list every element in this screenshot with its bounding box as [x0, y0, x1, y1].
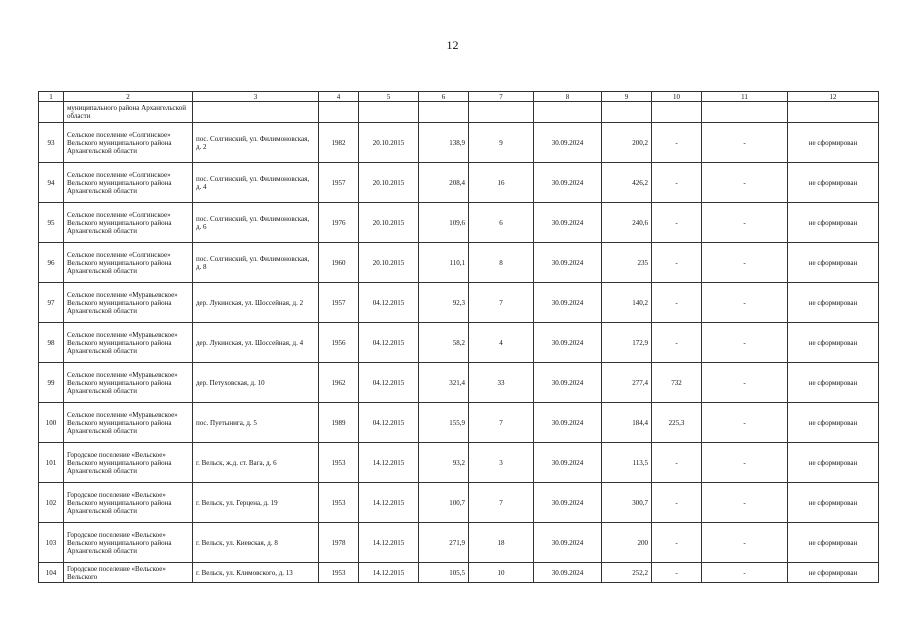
- cell-status: не сформирован: [788, 403, 879, 443]
- cell-deadline: 30.09.2024: [534, 443, 602, 483]
- table-row: [39, 243, 879, 283]
- cell-residents: 6: [469, 203, 534, 243]
- cell-status: не сформирован: [788, 523, 879, 563]
- cell-year: 1989: [319, 403, 359, 443]
- cell-status: не сформирован: [788, 483, 879, 523]
- cell-settlement: Сельское поселение «Муравьевское» Вельского муниципального района Архангельской области: [64, 323, 193, 363]
- cell-col11: -: [702, 523, 788, 563]
- cell-status: не сформирован: [788, 123, 879, 163]
- cell-col10: -: [652, 523, 702, 563]
- cell-date: 20.10.2015: [359, 203, 419, 243]
- cell-year: 1953: [319, 443, 359, 483]
- table-row: [39, 283, 879, 323]
- cell-status: не сформирован: [788, 443, 879, 483]
- cell-status: не сформирован: [788, 563, 879, 583]
- column-header: 11: [702, 92, 788, 102]
- cell-address: г. Вельск, ул. Герцена, д. 19: [193, 483, 319, 523]
- column-header: 5: [359, 92, 419, 102]
- cell-col9: 426,2: [602, 163, 652, 203]
- cell-area: 208,4: [419, 163, 469, 203]
- cell-deadline: 30.09.2024: [534, 163, 602, 203]
- cell-number: 94: [39, 163, 64, 203]
- cell-year: 1957: [319, 163, 359, 203]
- table-row: [39, 563, 879, 583]
- cell-residents: 33: [469, 363, 534, 403]
- cell-area: 105,5: [419, 563, 469, 583]
- cell-residents: 9: [469, 123, 534, 163]
- cell-address: дер. Лукинская, ул. Шоссейная, д. 4: [193, 323, 319, 363]
- cell-address: г. Вельск, ж.д. ст. Вага, д. 6: [193, 443, 319, 483]
- cell-number: 104: [39, 563, 64, 583]
- cell-address: пос. Солгинский, ул. Филимоновская, д. 2: [193, 123, 319, 163]
- cell-address: [193, 102, 319, 123]
- cell-deadline: 30.09.2024: [534, 363, 602, 403]
- cell-area: 271,9: [419, 523, 469, 563]
- cell-area: 321,4: [419, 363, 469, 403]
- table-row: [39, 363, 879, 403]
- cell-address: г. Вельск, ул. Киевская, д. 8: [193, 523, 319, 563]
- cell-deadline: 30.09.2024: [534, 323, 602, 363]
- cell-col11: -: [702, 483, 788, 523]
- cell-col10: -: [652, 243, 702, 283]
- cell-deadline: 30.09.2024: [534, 123, 602, 163]
- cell-year: 1982: [319, 123, 359, 163]
- cell-year: 1953: [319, 563, 359, 583]
- page-number: 12: [446, 38, 459, 52]
- cell-date: 14.12.2015: [359, 563, 419, 583]
- cell-year: 1957: [319, 283, 359, 323]
- cell-date: 20.10.2015: [359, 163, 419, 203]
- table-row: [39, 203, 879, 243]
- cell-status: не сформирован: [788, 363, 879, 403]
- cell-col11: -: [702, 443, 788, 483]
- cell-col11: -: [702, 203, 788, 243]
- cell-col9: 252,2: [602, 563, 652, 583]
- cell-residents: 7: [469, 403, 534, 443]
- housing-registry-table: [38, 91, 879, 583]
- cell-date: [359, 102, 419, 123]
- cell-address: пос. Солгинский, ул. Филимоновская, д. 6: [193, 203, 319, 243]
- cell-address: пос. Солгинский, ул. Филимоновская, д. 4: [193, 163, 319, 203]
- cell-deadline: 30.09.2024: [534, 523, 602, 563]
- cell-deadline: 30.09.2024: [534, 203, 602, 243]
- cell-col9: 200: [602, 523, 652, 563]
- cell-date: 20.10.2015: [359, 243, 419, 283]
- table-row: [39, 523, 879, 563]
- cell-col10: -: [652, 563, 702, 583]
- cell-number: [39, 102, 64, 123]
- cell-year: 1956: [319, 323, 359, 363]
- cell-number: 103: [39, 523, 64, 563]
- cell-area: 100,7: [419, 483, 469, 523]
- cell-residents: 7: [469, 483, 534, 523]
- cell-number: 97: [39, 283, 64, 323]
- cell-col10: 225,3: [652, 403, 702, 443]
- cell-year: 1976: [319, 203, 359, 243]
- cell-status: не сформирован: [788, 323, 879, 363]
- cell-settlement: Городское поселение «Вельское» Вельского муниципального района Архангельской области: [64, 483, 193, 523]
- cell-col9: 184,4: [602, 403, 652, 443]
- cell-deadline: 30.09.2024: [534, 483, 602, 523]
- cell-col10: -: [652, 163, 702, 203]
- cell-year: [319, 102, 359, 123]
- cell-col10: [652, 102, 702, 123]
- column-header: 4: [319, 92, 359, 102]
- cell-col11: -: [702, 123, 788, 163]
- cell-settlement: Сельское поселение «Муравьевское» Вельского муниципального района Архангельской области: [64, 283, 193, 323]
- cell-area: 155,9: [419, 403, 469, 443]
- cell-area: 92,3: [419, 283, 469, 323]
- cell-date: 14.12.2015: [359, 523, 419, 563]
- cell-col11: -: [702, 363, 788, 403]
- cell-area: [419, 102, 469, 123]
- cell-number: 96: [39, 243, 64, 283]
- column-header: 2: [64, 92, 193, 102]
- cell-number: 95: [39, 203, 64, 243]
- cell-date: 04.12.2015: [359, 363, 419, 403]
- cell-settlement: Сельское поселение «Солгинское» Вельского муниципального района Архангельской области: [64, 163, 193, 203]
- cell-col11: -: [702, 243, 788, 283]
- cell-col9: 113,5: [602, 443, 652, 483]
- cell-number: 93: [39, 123, 64, 163]
- column-header: 12: [788, 92, 879, 102]
- cell-settlement: Городское поселение «Вельское» Вельского муниципального района Архангельской области: [64, 523, 193, 563]
- cell-number: 100: [39, 403, 64, 443]
- cell-area: 109,6: [419, 203, 469, 243]
- cell-address: пос. Пуетынига, д. 5: [193, 403, 319, 443]
- cell-date: 14.12.2015: [359, 443, 419, 483]
- cell-residents: 3: [469, 443, 534, 483]
- cell-settlement: муниципального района Архангельской области: [64, 102, 193, 123]
- table-row: [39, 163, 879, 203]
- column-header: 9: [602, 92, 652, 102]
- cell-status: [788, 102, 879, 123]
- cell-deadline: 30.09.2024: [534, 283, 602, 323]
- cell-col9: 235: [602, 243, 652, 283]
- cell-residents: 18: [469, 523, 534, 563]
- cell-area: 93,2: [419, 443, 469, 483]
- cell-deadline: 30.09.2024: [534, 243, 602, 283]
- column-header: 7: [469, 92, 534, 102]
- cell-col11: [702, 102, 788, 123]
- cell-col9: 172,9: [602, 323, 652, 363]
- cell-col10: -: [652, 483, 702, 523]
- cell-date: 20.10.2015: [359, 123, 419, 163]
- table-row: [39, 483, 879, 523]
- cell-number: 99: [39, 363, 64, 403]
- cell-year: 1978: [319, 523, 359, 563]
- cell-date: 04.12.2015: [359, 403, 419, 443]
- cell-col10: -: [652, 443, 702, 483]
- cell-residents: 10: [469, 563, 534, 583]
- cell-col11: -: [702, 403, 788, 443]
- cell-col10: -: [652, 283, 702, 323]
- cell-number: 98: [39, 323, 64, 363]
- cell-area: 58,2: [419, 323, 469, 363]
- cell-year: 1962: [319, 363, 359, 403]
- cell-col11: -: [702, 323, 788, 363]
- cell-settlement: Сельское поселение «Муравьевское» Вельского муниципального района Архангельской области: [64, 363, 193, 403]
- cell-address: г. Вельск, ул. Климовского, д. 13: [193, 563, 319, 583]
- cell-col9: 140,2: [602, 283, 652, 323]
- cell-deadline: 30.09.2024: [534, 563, 602, 583]
- column-number-row: [39, 92, 879, 102]
- cell-residents: 16: [469, 163, 534, 203]
- cell-date: 04.12.2015: [359, 323, 419, 363]
- cell-address: дер. Лукинская, ул. Шоссейная, д. 2: [193, 283, 319, 323]
- column-header: 3: [193, 92, 319, 102]
- cell-year: 1960: [319, 243, 359, 283]
- cell-deadline: [534, 102, 602, 123]
- column-header: 8: [534, 92, 602, 102]
- cell-settlement: Городское поселение «Вельское» Вельского: [64, 563, 193, 583]
- cell-settlement: Городское поселение «Вельское» Вельского муниципального района Архангельской области: [64, 443, 193, 483]
- cell-settlement: Сельское поселение «Солгинское» Вельского муниципального района Архангельской области: [64, 203, 193, 243]
- cell-area: 110,1: [419, 243, 469, 283]
- column-header: 10: [652, 92, 702, 102]
- cell-col10: -: [652, 123, 702, 163]
- cell-status: не сформирован: [788, 243, 879, 283]
- cell-date: 04.12.2015: [359, 283, 419, 323]
- cell-col9: 300,7: [602, 483, 652, 523]
- cell-residents: 4: [469, 323, 534, 363]
- cell-col9: [602, 102, 652, 123]
- cell-residents: [469, 102, 534, 123]
- cell-col10: -: [652, 203, 702, 243]
- cell-deadline: 30.09.2024: [534, 403, 602, 443]
- cell-col10: -: [652, 323, 702, 363]
- cell-number: 102: [39, 483, 64, 523]
- cell-residents: 7: [469, 283, 534, 323]
- cell-col9: 277,4: [602, 363, 652, 403]
- table-row: [39, 123, 879, 163]
- column-header: 6: [419, 92, 469, 102]
- cell-settlement: Сельское поселение «Солгинское» Вельского муниципального района Архангельской области: [64, 123, 193, 163]
- cell-col10: 732: [652, 363, 702, 403]
- cell-status: не сформирован: [788, 163, 879, 203]
- table-row: [39, 323, 879, 363]
- cell-status: не сформирован: [788, 283, 879, 323]
- column-header: 1: [39, 92, 64, 102]
- cell-col9: 240,6: [602, 203, 652, 243]
- cell-area: 138,9: [419, 123, 469, 163]
- cell-status: не сформирован: [788, 203, 879, 243]
- cell-year: 1953: [319, 483, 359, 523]
- cell-address: дер. Петуховская, д. 10: [193, 363, 319, 403]
- cell-col11: -: [702, 163, 788, 203]
- cell-settlement: Сельское поселение «Солгинское» Вельского муниципального района Архангельской области: [64, 243, 193, 283]
- cell-col11: -: [702, 283, 788, 323]
- registry-body: [39, 102, 879, 583]
- cell-col11: -: [702, 563, 788, 583]
- cell-number: 101: [39, 443, 64, 483]
- cell-col9: 200,2: [602, 123, 652, 163]
- cell-address: пос. Солгинский, ул. Филимоновская, д. 8: [193, 243, 319, 283]
- cell-residents: 8: [469, 243, 534, 283]
- cell-date: 14.12.2015: [359, 483, 419, 523]
- table-row: [39, 403, 879, 443]
- cell-settlement: Сельское поселение «Муравьевское» Вельского муниципального района Архангельской области: [64, 403, 193, 443]
- table-row: [39, 443, 879, 483]
- continued-row: [39, 102, 879, 123]
